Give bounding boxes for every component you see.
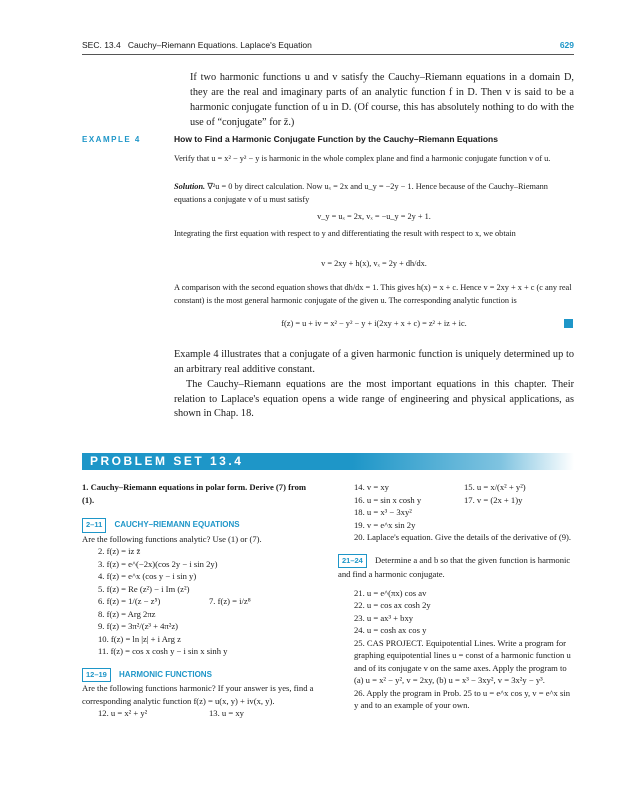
problem-column-right	[338, 481, 574, 712]
header-rule	[82, 54, 574, 55]
problem-item: 6. f(z) = 1/(z − z⁵)	[98, 596, 161, 606]
problem-item: 18. u = x³ − 3xy²	[354, 507, 412, 517]
problem-row-6-7	[82, 595, 320, 608]
problem-item: 7. f(z) = i/z⁸	[209, 596, 251, 606]
problem-item: 8. f(z) = Arg 2πz	[98, 608, 156, 619]
problem-item: 21. u = e^(πx) cos av	[354, 587, 427, 598]
section-title-cauchy: CAUCHY–RIEMANN EQUATIONS	[114, 520, 240, 529]
problem-item: 11. f(z) = cos x cosh y − i sin x sinh y	[98, 646, 228, 656]
header-left: SEC. 13.4 Cauchy–Riemann Equations. Laplace's Equation	[82, 40, 312, 50]
section-range-2-11: 2–11	[82, 518, 106, 533]
problem-set-banner	[82, 453, 574, 470]
equation-2: v = 2xy + h(x), vₓ = 2y + dh/dx.	[321, 259, 427, 268]
problem-item: 23. u = ax³ + bxy	[354, 612, 414, 623]
section-header-12-19	[82, 668, 320, 683]
problem-item: 3. f(z) = e^(−2x)(cos 2y − i sin 2y)	[98, 558, 218, 569]
section-header-21-24	[338, 554, 574, 581]
example-label: EXAMPLE 4	[82, 135, 141, 144]
problem-item: 2. f(z) = iz z̄	[98, 546, 141, 556]
compare-text: A comparison with the second equation shows that dh/dx = 1. This gives h(x) = x + c. Hence v = 2xy + x + c (c any real constant) is the most general harmonic conjugate of the given u. The corresponding analytic function is	[174, 283, 572, 305]
problem-item: 14. v = xy	[354, 482, 389, 492]
integrate-text: Integrating the first equation with respect to y and differentiating the result with respect to x, we obtain	[174, 229, 516, 238]
problem-item: 13. u = xy	[209, 708, 244, 718]
section-range-12-19: 12–19	[82, 668, 111, 683]
problem-row-16-17	[338, 494, 574, 507]
problem-item: 24. u = cosh ax cos y	[354, 625, 427, 635]
problem-item: 16. u = sin x cosh y	[354, 494, 422, 505]
equation-3: f(z) = u + iv = x² − y² − y + i(2xy + x + c) = z² + iz + ic.	[281, 319, 467, 328]
after-paragraph-1: Example 4 illustrates that a conjugate of a given harmonic function is uniquely determined up to an arbitrary real additive constant.	[174, 349, 574, 375]
problem-item: 19. v = e^x sin 2y	[354, 519, 416, 530]
problem-row-12-13	[82, 707, 320, 720]
problem-26: 26. Apply the program in Prob. 25 to u = e^x cos y, v = e^x sin y and to an example of your own.	[354, 687, 571, 710]
problem-25: 25. CAS PROJECT. Equipotential Lines. Write a program for graphing equipotential lines u = const of a harmonic function u and of its conjugate v on the same axes. Apply the program to (a) u = x² − y², v = 2xy, (b) u = x³ − 3xy², v = 3x²y − y³.	[354, 637, 571, 685]
equation-1: v_y = uₓ = 2x, vₓ = −u_y = 2y + 1.	[317, 212, 431, 221]
section-text-21-24: Determine a and b so that the given function is harmonic and find a harmonic conjugate.	[338, 554, 571, 579]
intro-paragraph: If two harmonic functions u and v satisfy the Cauchy–Riemann equations in a domain D, they are the real and imaginary parts of an analytic function f in D. Then v is said to be a harmonic conjugate function of u in D. (Of course, this has absolutely nothing to do with the use of “conjugate” for z̄.)	[190, 72, 574, 128]
problem-set-title: PROBLEM SET 13.4	[90, 454, 244, 468]
page-number: 629	[559, 40, 574, 50]
problem-20: 20. Laplace's equation. Give the details of the derivative of (9).	[354, 532, 572, 542]
section-range-21-24: 21–24	[338, 554, 367, 569]
problem-item: 15. u = x/(x² + y²)	[464, 482, 526, 492]
running-header	[82, 40, 574, 50]
problem-column-left	[82, 481, 320, 720]
solution-text: ∇²u = 0 by direct calculation. Now uₓ = 2x and u_y = −2y − 1. Hence because of the Cauchy–Riemann equations a conjugate v of u must satisfy	[174, 182, 548, 204]
example-problem: Verify that u = x² − y² − y is harmonic in the whole complex plane and find a harmonic conjugate function v of u.	[174, 154, 551, 163]
section-title-harmonic: HARMONIC FUNCTIONS	[119, 669, 212, 679]
problem-1: 1. Cauchy–Riemann equations in polar form. Derive (7) from (1).	[82, 482, 307, 505]
example-solution	[174, 181, 574, 206]
end-of-example-square	[564, 319, 573, 328]
example-title: How to Find a Harmonic Conjugate Function by the Cauchy–Riemann Equations	[174, 134, 498, 144]
problem-row-14-15	[338, 481, 574, 494]
after-paragraph-2: The Cauchy–Riemann equations are the most important equations in this chapter. Their relation to Laplace's equation opens a wide range of engineering and physical applications, as shown in Chap. 18.	[174, 379, 574, 419]
solution-label: Solution.	[174, 182, 206, 191]
section-header-2-11	[82, 518, 320, 533]
problem-item: 22. u = cos ax cosh 2y	[354, 600, 431, 610]
section-text-12-19: Are the following functions harmonic? If your answer is yes, find a corresponding analytic function f(z) = u(x, y) + iv(x, y).	[82, 683, 314, 706]
problem-item: 17. v = (2x + 1)y	[464, 494, 523, 505]
problem-item: 9. f(z) = 3π²/(z³ + 4π²z)	[98, 621, 179, 631]
problem-item: 5. f(z) = Re (z²) − i Im (z²)	[98, 583, 190, 594]
problem-item: 10. f(z) = ln |z| + i Arg z	[98, 633, 181, 644]
problem-item: 4. f(z) = e^x (cos y − i sin y)	[98, 571, 197, 581]
problem-item: 12. u = x² + y²	[98, 708, 148, 718]
section-text-2-11: Are the following functions analytic? Use (1) or (7).	[82, 533, 262, 544]
